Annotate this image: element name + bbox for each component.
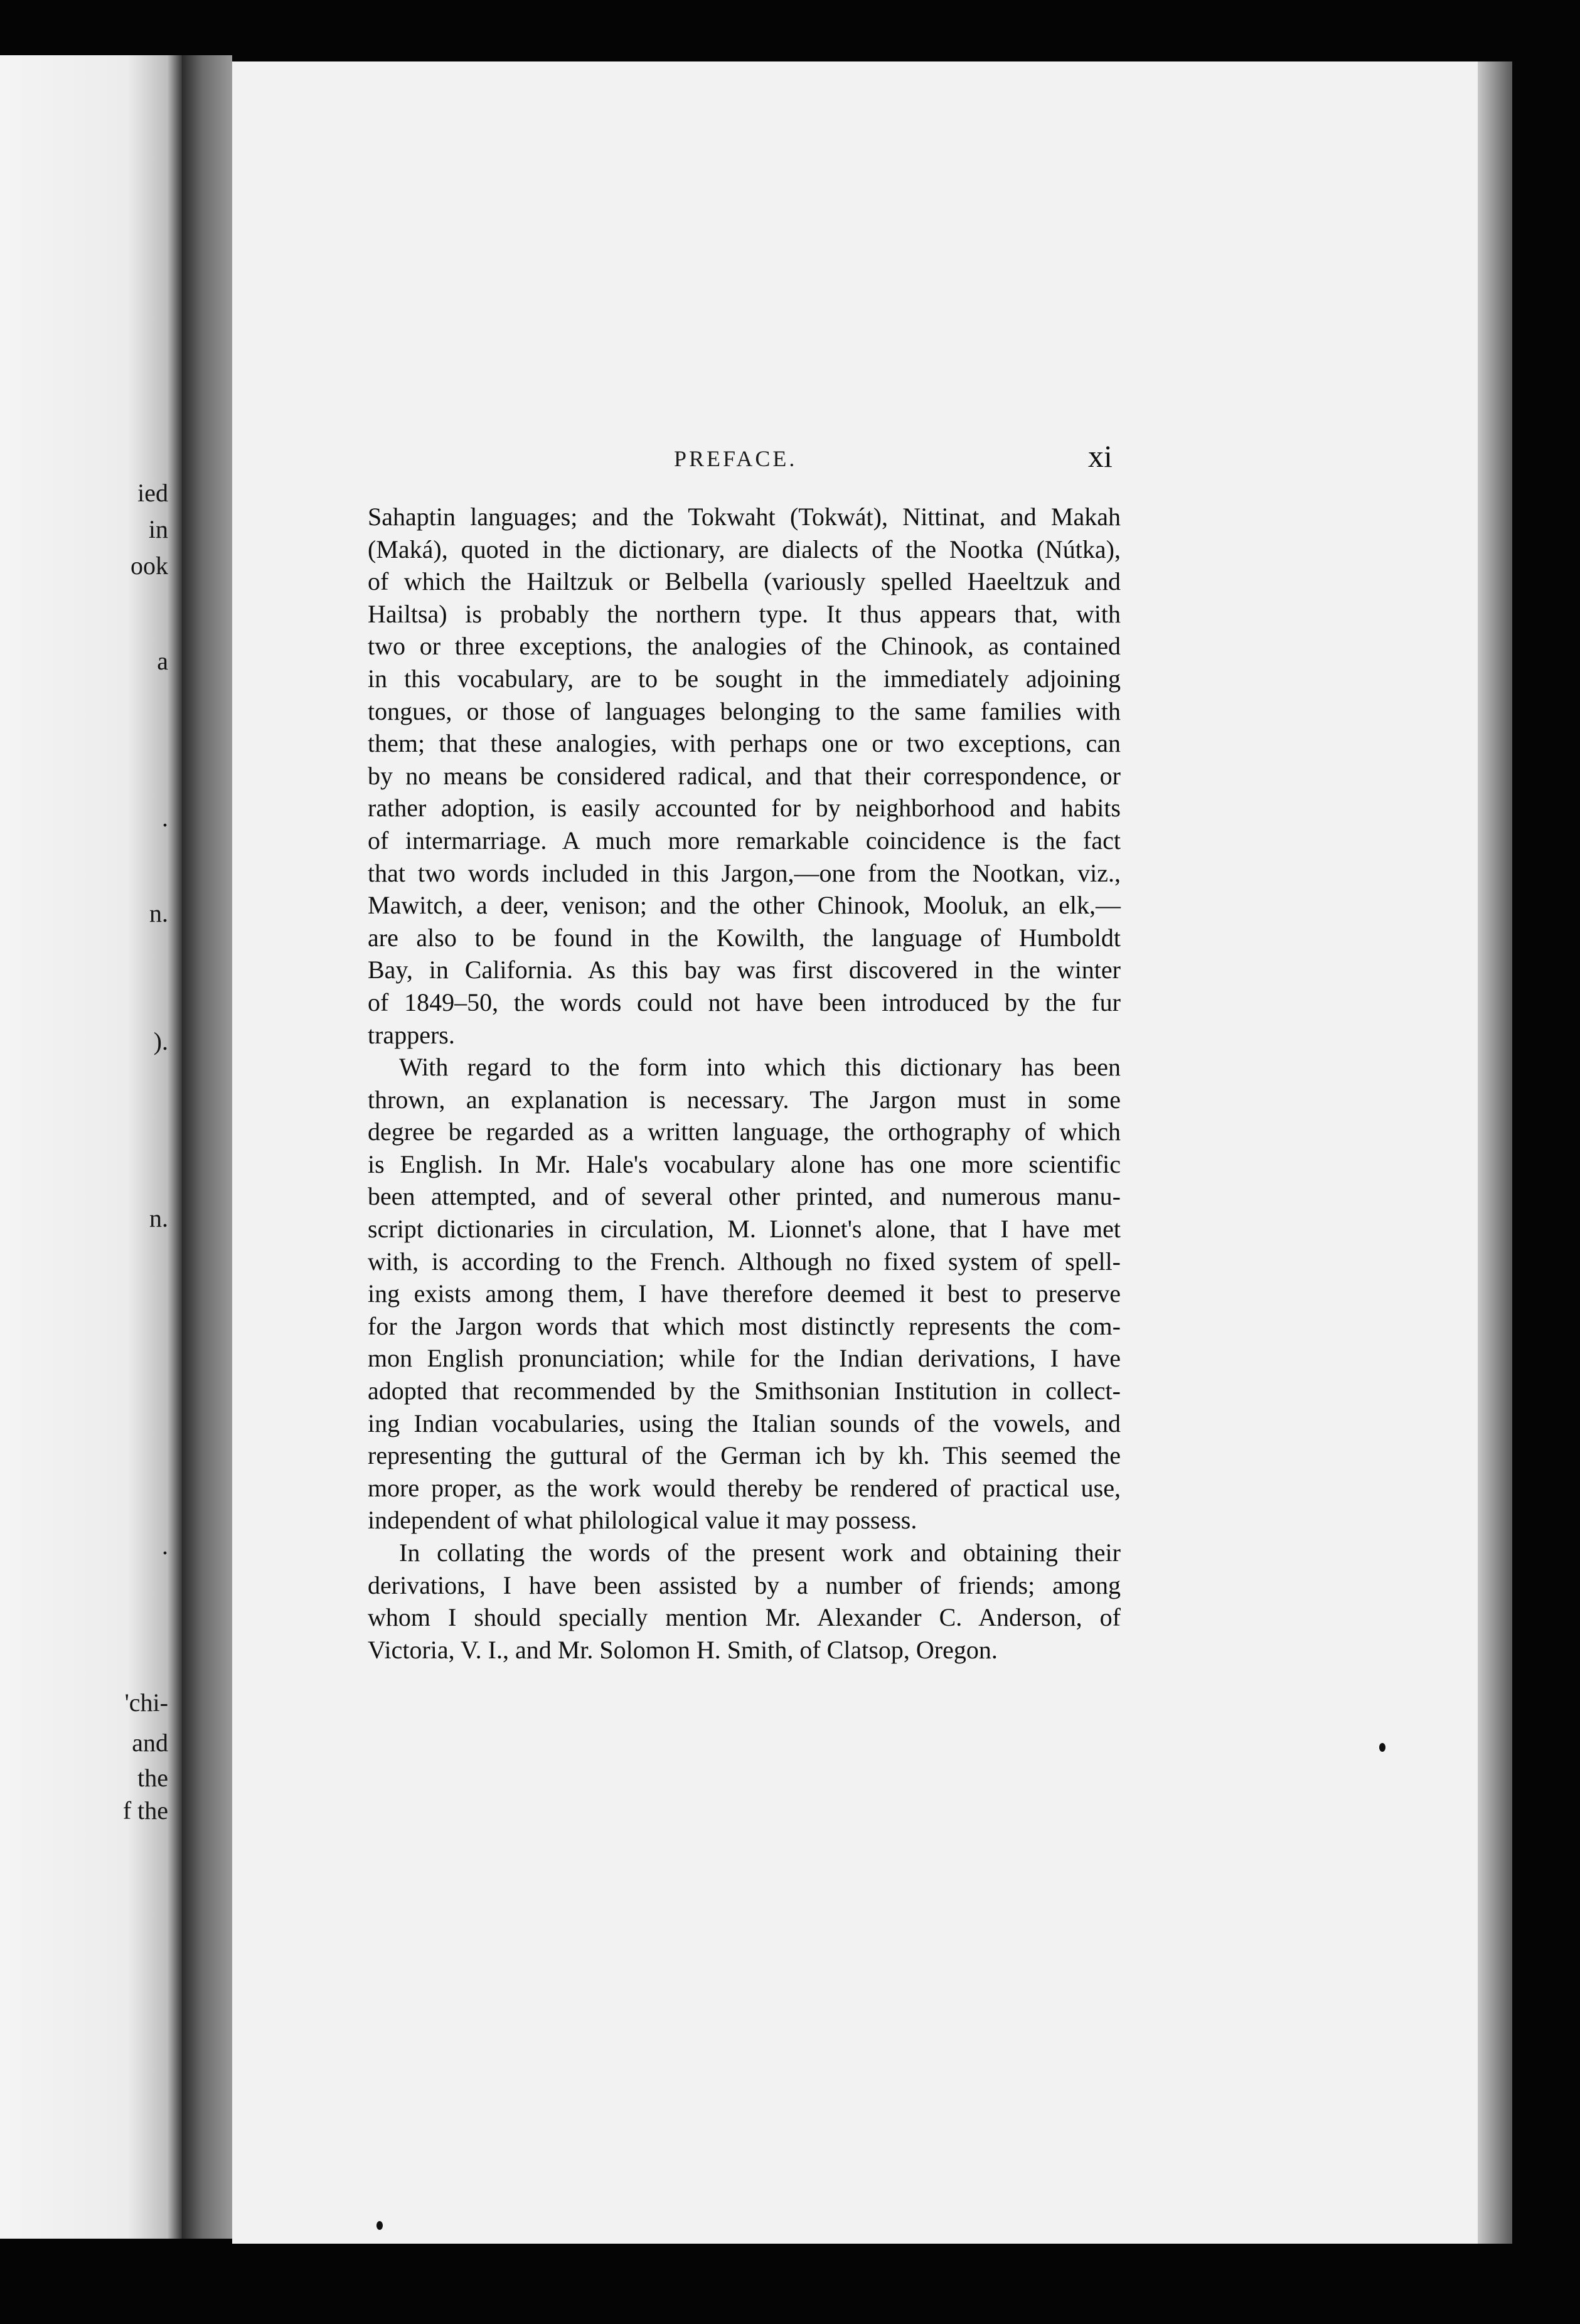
text-line: independent of what philological value it may possess. bbox=[368, 1506, 917, 1535]
left-page-fragment: f the bbox=[122, 1796, 168, 1825]
text-line: ing Indian vocabularies, using the Italian sounds of the vowels, and bbox=[368, 1409, 1121, 1437]
left-page-fragment: the bbox=[137, 1764, 168, 1792]
left-page-fragment: 'chi- bbox=[124, 1688, 168, 1717]
text-line: In collating the words of the present work and obtaining their bbox=[399, 1538, 1121, 1567]
text-line: of 1849–50, the words could not have been introduced by the fur bbox=[368, 988, 1121, 1016]
ink-speck bbox=[376, 2221, 383, 2230]
text-line: of which the Hailtzuk or Belbella (variously spelled Haeeltzuk and bbox=[368, 567, 1121, 596]
text-line: trappers. bbox=[368, 1020, 455, 1049]
body-text bbox=[368, 501, 1121, 1666]
text-line: script dictionaries in circulation, M. Lionnet's alone, that I have met bbox=[368, 1215, 1121, 1244]
left-page-fragment: n. bbox=[149, 899, 168, 927]
text-line: whom I should specially mention Mr. Alexander C. Anderson, of bbox=[368, 1603, 1121, 1632]
text-line: them; that these analogies, with perhaps one or two exceptions, can bbox=[368, 729, 1121, 758]
text-line: derivations, I have been assisted by a number of friends; among bbox=[368, 1570, 1121, 1599]
text-line: rather adoption, is easily accounted for by neighborhood and habits bbox=[368, 794, 1121, 823]
text-line: Mawitch, a deer, venison; and the other Chinook, Mooluk, an elk,— bbox=[368, 891, 1121, 920]
book-gutter bbox=[182, 55, 232, 2239]
text-line: been attempted, and of several other printed, and numerous manu- bbox=[368, 1182, 1121, 1211]
text-line: is English. In Mr. Hale's vocabulary alone has one more scientific bbox=[368, 1149, 1121, 1178]
text-line: Victoria, V. I., and Mr. Solomon H. Smith, of Clatsop, Oregon. bbox=[368, 1635, 998, 1664]
ink-speck bbox=[1379, 1743, 1385, 1752]
text-line: Hailtsa) is probably the northern type. It thus appears that, with bbox=[368, 599, 1121, 628]
text-line: With regard to the form into which this dictionary has been bbox=[399, 1053, 1121, 1082]
text-line: Bay, in California. As this bay was first discovered in the winter bbox=[368, 956, 1121, 984]
left-page-fragment: ied bbox=[137, 479, 168, 507]
left-page-fragment: ). bbox=[153, 1027, 168, 1055]
left-page-fragment: and bbox=[132, 1729, 168, 1757]
text-line: are also to be found in the Kowilth, the language of Humboldt bbox=[368, 923, 1121, 952]
text-line: in this vocabulary, are to be sought in the immediately adjoining bbox=[368, 664, 1121, 693]
left-page-fragment: . bbox=[162, 804, 168, 832]
text-line: of intermarriage. A much more remarkable coincidence is the fact bbox=[368, 826, 1121, 855]
text-line: tongues, or those of languages belonging to the same families with bbox=[368, 696, 1121, 725]
left-page-fragment: ook bbox=[131, 552, 168, 580]
text-line: by no means be considered radical, and that their correspondence, or bbox=[368, 761, 1121, 790]
text-line: that two words included in this Jargon,—one from the Nootkan, viz., bbox=[368, 858, 1121, 887]
page-number: xi bbox=[1088, 439, 1113, 474]
text-line: adopted that recommended by the Smithsonian Institution in collect- bbox=[368, 1377, 1121, 1405]
left-page-fragment: in bbox=[148, 515, 168, 543]
text-line: thrown, an explanation is necessary. The Jargon must in some bbox=[368, 1085, 1121, 1114]
text-line: more proper, as the work would thereby be rendered of practical use, bbox=[368, 1473, 1121, 1502]
left-page-fragments bbox=[0, 0, 182, 2324]
text-line: mon English pronunciation; while for the Indian derivations, I have bbox=[368, 1344, 1121, 1373]
text-line: ing exists among them, I have therefore deemed it best to preserve bbox=[368, 1279, 1121, 1308]
left-page-fragment: . bbox=[162, 1532, 168, 1560]
text-line: two or three exceptions, the analogies of the Chinook, as contained bbox=[368, 632, 1121, 661]
text-line: degree be regarded as a written language, the orthography of which bbox=[368, 1117, 1121, 1146]
page-edge-shadow bbox=[1478, 61, 1512, 2244]
running-head: PREFACE. bbox=[674, 446, 798, 471]
text-line: representing the guttural of the German ich by kh. This seemed the bbox=[368, 1441, 1121, 1470]
text-line: (Maká), quoted in the dictionary, are dialects of the Nootka (Nútka), bbox=[368, 535, 1121, 563]
text-line: with, is according to the French. Although no fixed system of spell- bbox=[368, 1247, 1121, 1276]
text-line: Sahaptin languages; and the Tokwaht (Tokwát), Nittinat, and Makah bbox=[368, 503, 1121, 531]
left-page-fragment: a bbox=[157, 647, 168, 675]
text-line: for the Jargon words that which most distinctly represents the com- bbox=[368, 1311, 1121, 1340]
left-page-fragment: n. bbox=[149, 1204, 168, 1232]
